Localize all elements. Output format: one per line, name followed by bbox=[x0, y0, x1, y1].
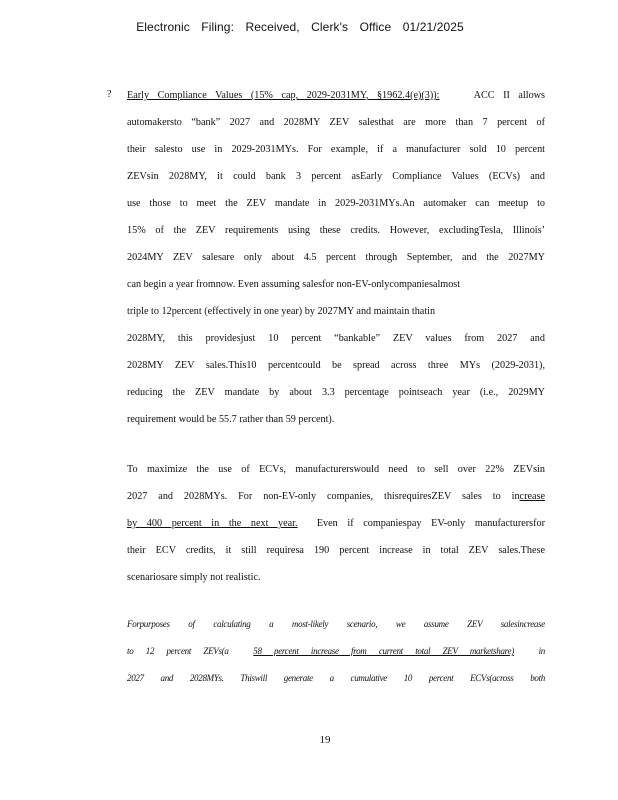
section-heading: Early Compliance Values (15% cap, 2029-2031MY, §1962.4(e)(3)): bbox=[127, 90, 440, 101]
paragraph-line: requirement would be 55.7 rather than 59 percent). bbox=[127, 414, 335, 425]
page-number: 19 bbox=[319, 734, 331, 746]
paragraph-early-compliance bbox=[127, 89, 545, 440]
paragraph-ecv-maximize bbox=[127, 463, 545, 598]
paragraph-line: 2027 and 2028MYs. Thiswill generate a cumulative 10 percent ECVs(across both bbox=[127, 673, 545, 683]
paragraph-line: use those to meet the ZEV mandate in 2029-2031MYs.An automaker can meetup to bbox=[127, 198, 545, 209]
line-text: Even if companiespay EV-only manufacturersfor bbox=[316, 518, 545, 529]
underlined-text: 58 percent increase from current total ZEV marketshare) bbox=[253, 646, 514, 656]
paragraph-line bbox=[127, 89, 545, 116]
paragraph-line bbox=[127, 490, 545, 517]
paragraph-line: their ECV credits, it still requiresa 190 percent increase in total ZEV sales.These bbox=[127, 545, 545, 556]
underlined-text: crease bbox=[519, 491, 545, 502]
paragraph-line: ZEVsin 2028MY, it could bank 3 percent asEarly Compliance Values (ECVs) and bbox=[127, 171, 545, 182]
line-text: 2027 and 2028MYs. For non-EV-only companies, thisrequiresZEV sales to in bbox=[127, 491, 520, 502]
paragraph-line bbox=[127, 644, 545, 671]
paragraph-line: automakersto “bank” 2027 and 2028MY ZEV salesthat are more than 7 percent of bbox=[127, 117, 545, 128]
paragraph-line: scenariosare simply not realistic. bbox=[127, 572, 261, 583]
paragraph-line: To maximize the use of ECVs, manufacturerswould need to sell over 22% ZEVsin bbox=[127, 464, 545, 475]
paragraph-line: 2028MY, this providesjust 10 percent “bankable” ZEV values from 2027 and bbox=[127, 333, 545, 344]
paragraph-line: Forpurposes of calculating a most-likely scenario, we assume ZEV salesincrease bbox=[127, 619, 545, 629]
line-text: ACC II allows bbox=[473, 90, 545, 101]
paragraph-line: 2024MY ZEV salesare only about 4.5 percent through September, and the 2027MY bbox=[127, 252, 545, 263]
filing-stamp: Electronic Filing: Received, Clerk's Office 01/21/2025 bbox=[136, 20, 464, 34]
paragraph-scenario bbox=[127, 617, 545, 698]
paragraph-line: their salesto use in 2029-2031MYs. For example, if a manufacturer sold 10 percent bbox=[127, 144, 545, 155]
paragraph-line bbox=[127, 517, 545, 544]
paragraph-line: can begin a year fromnow. Even assuming salesfor non-EV-onlycompaniesalmost bbox=[127, 279, 461, 290]
bullet-marker: ? bbox=[107, 89, 112, 100]
underlined-text: by 400 percent in the next year. bbox=[127, 518, 298, 529]
paragraph-line: triple to 12percent (effectively in one year) by 2027MY and maintain thatin bbox=[127, 306, 436, 317]
paragraph-line: reducing the ZEV mandate by about 3.3 percentage pointseach year (i.e., 2029MY bbox=[127, 387, 545, 398]
line-text: to 12 percent ZEVs(a bbox=[127, 646, 229, 656]
paragraph-line: 15% of the ZEV requirements using these credits. However, excludingTesla, Illinois’ bbox=[127, 225, 545, 236]
paragraph-line: 2028MY ZEV sales.This10 percentcould be spread across three MYs (2029-2031), bbox=[127, 360, 545, 371]
line-text: in bbox=[538, 646, 545, 656]
